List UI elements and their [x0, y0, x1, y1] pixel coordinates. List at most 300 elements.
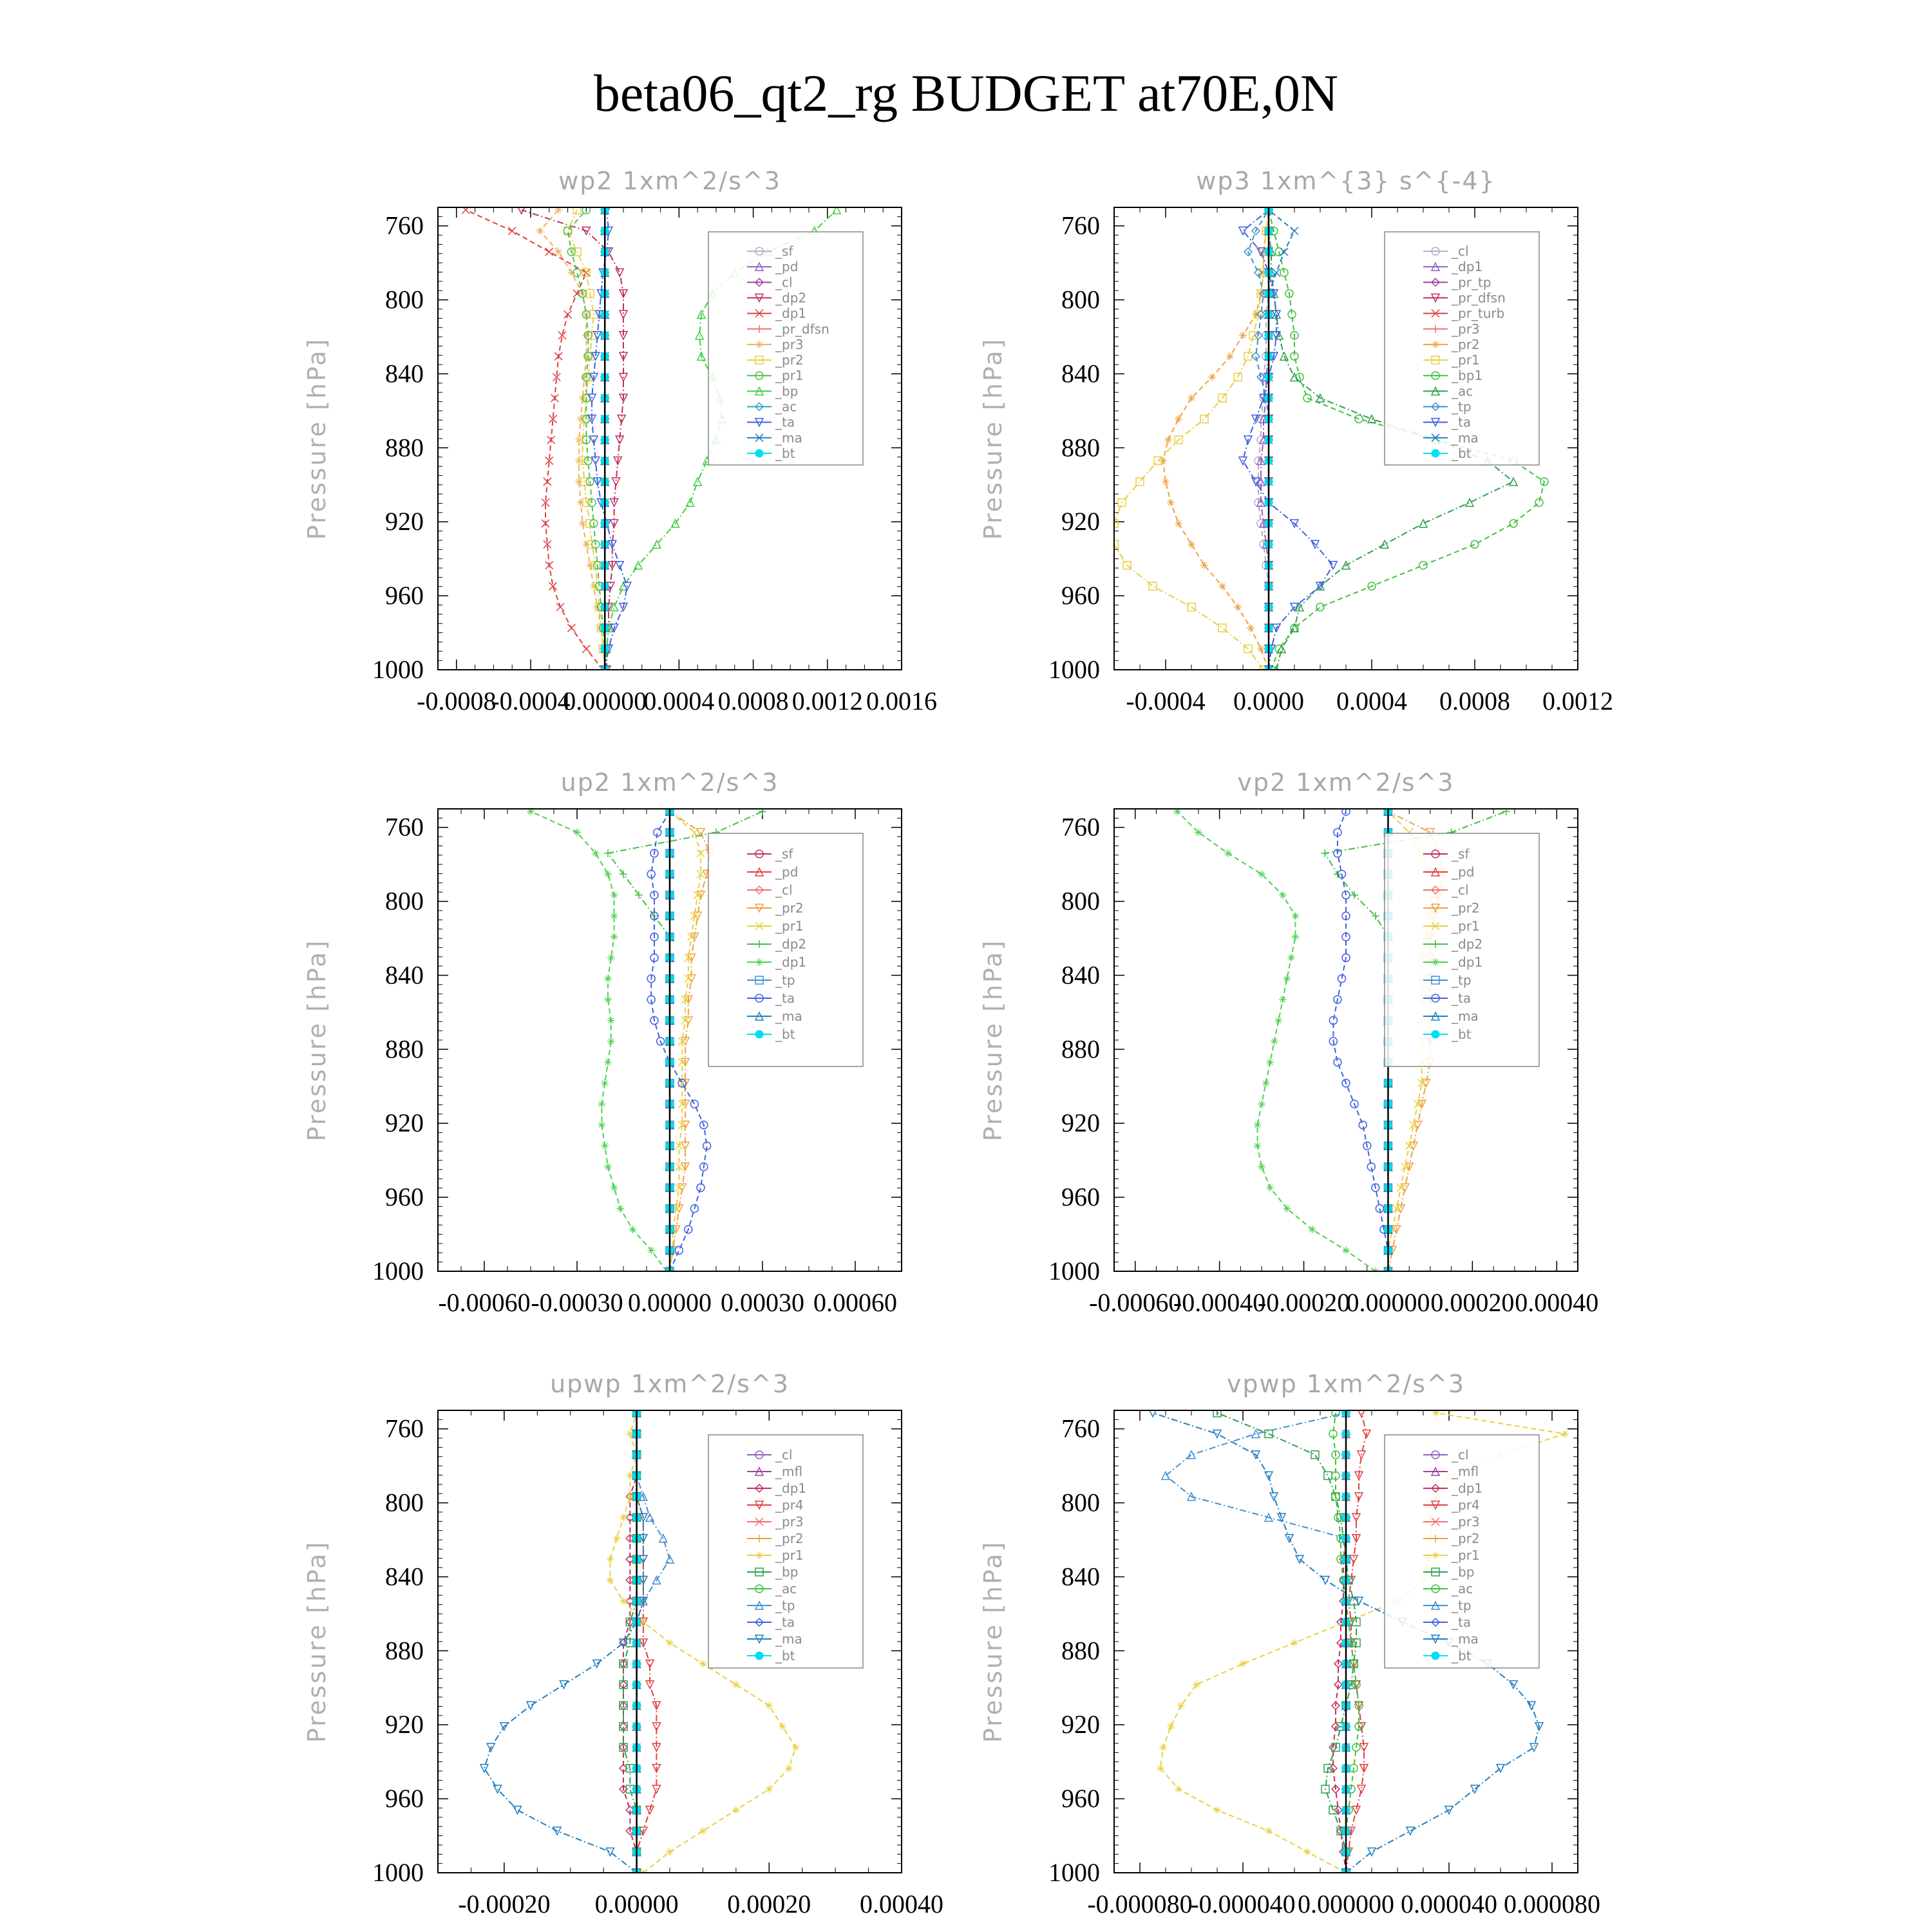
panel-2	[979, 167, 1613, 715]
data-point-bp1	[1316, 603, 1324, 611]
legend-marker	[755, 1652, 763, 1660]
y-tick-label: 800	[1061, 1488, 1100, 1517]
x-tick-label: -0.00040	[1173, 1288, 1266, 1317]
panel-3	[303, 768, 902, 1317]
data-point-ma	[1280, 248, 1288, 256]
legend-label: _tp	[775, 1598, 795, 1613]
data-point-pr2	[1175, 520, 1182, 527]
legend-label: _pr2	[775, 900, 804, 916]
legend	[708, 833, 863, 1066]
y-axis-label: Pressure [hPa]	[303, 938, 331, 1142]
data-point-ta	[690, 1100, 698, 1108]
legend-label: _dp1	[1452, 1481, 1483, 1496]
x-tick-label: 0.00020	[1430, 1288, 1515, 1317]
data-point-dp1	[616, 1205, 624, 1213]
x-tick-label: 0.00020	[727, 1889, 811, 1918]
data-point-ma	[1530, 1743, 1538, 1751]
legend	[708, 1435, 863, 1668]
y-tick-label: 1000	[1048, 1858, 1100, 1887]
data-point-pr1	[699, 1660, 706, 1667]
legend-label: _pr2	[1452, 900, 1480, 916]
y-tick-label: 960	[1061, 1182, 1100, 1212]
data-point-ma	[1291, 227, 1298, 234]
data-point-dp1	[611, 933, 618, 941]
data-point-pr3	[536, 227, 544, 234]
x-tick-label: 0.00030	[721, 1288, 804, 1317]
data-point-pr1	[1239, 1660, 1247, 1667]
data-point-bp1	[1510, 520, 1517, 527]
data-point-ma	[560, 1681, 567, 1689]
data-point-dp1	[1266, 1184, 1274, 1191]
data-point-pr3	[582, 332, 590, 339]
data-point-dp1	[1283, 975, 1291, 983]
series-line-dp1	[531, 811, 667, 1271]
legend-label: _pr3	[775, 1514, 804, 1530]
legend-label: _dp2	[775, 936, 807, 952]
legend-label: _cl	[1452, 1447, 1469, 1463]
legend-label: _ta	[1452, 414, 1472, 430]
legend-label: _cl	[1452, 243, 1469, 260]
legend-label: _bt	[1452, 1648, 1472, 1663]
y-tick-label: 920	[385, 1108, 424, 1138]
data-point-pr1	[690, 828, 698, 836]
data-point-pr1	[606, 1555, 614, 1563]
panel-title: wp3 1xm^{3} s^{-4}	[1196, 167, 1496, 195]
legend-label: _pr1	[775, 1548, 804, 1563]
legend-label: _bp	[1452, 1564, 1475, 1580]
data-point-ma	[513, 1806, 521, 1814]
legend-label: _pr2	[1452, 336, 1480, 352]
data-point-tp	[646, 1513, 654, 1521]
y-tick-label: 960	[385, 1182, 424, 1212]
y-tick-label: 760	[1061, 1414, 1100, 1443]
y-tick-label: 1000	[372, 1256, 424, 1285]
y-tick-label: 960	[385, 581, 424, 611]
x-tick-label: -0.0008	[417, 687, 497, 715]
data-point-dp1	[604, 1163, 612, 1171]
y-axis-label: Pressure [hPa]	[979, 1540, 1007, 1743]
legend-label: _ta	[1452, 990, 1472, 1006]
legend	[708, 232, 863, 465]
y-tick-label: 880	[1061, 1636, 1100, 1665]
data-point-dp1	[1266, 1058, 1274, 1066]
x-tick-label: 0.00000	[594, 1889, 679, 1918]
panel-title: vpwp 1xm^2/s^3	[1226, 1370, 1466, 1398]
data-point-pr1	[699, 1827, 706, 1835]
data-point-dp1	[1258, 1100, 1265, 1108]
data-point-pr3	[577, 498, 585, 506]
data-point-pr1	[1291, 1639, 1298, 1647]
legend-label: _pr2	[1452, 1531, 1480, 1546]
x-tick-label: 0.0000	[1233, 687, 1304, 715]
data-point-dp1	[604, 870, 612, 878]
x-tick-label: -0.00060	[438, 1288, 531, 1317]
data-point-pr3	[575, 478, 583, 486]
y-tick-label: 800	[385, 285, 424, 314]
y-tick-label: 880	[1061, 1034, 1100, 1064]
panel-title: vp2 1xm^2/s^3	[1237, 768, 1455, 797]
legend-label: _pd	[775, 259, 799, 275]
data-point-dp1	[1274, 1017, 1282, 1025]
legend-label: _bp1	[1452, 368, 1483, 384]
legend-marker	[1432, 1030, 1439, 1038]
legend-label: _pr1	[1452, 1548, 1480, 1563]
data-point-pr1	[765, 1701, 773, 1709]
x-tick-label: 0.00000	[628, 1288, 712, 1317]
data-point-dp1	[604, 996, 612, 1003]
y-tick-label: 1000	[1048, 1256, 1100, 1285]
legend-label: _pr1	[1452, 352, 1480, 368]
data-point-dp1	[604, 1058, 612, 1066]
series-line-tp	[1166, 1413, 1346, 1873]
y-axis-label: Pressure [hPa]	[303, 337, 331, 540]
y-tick-label: 840	[1061, 1562, 1100, 1591]
x-tick-label: 0.00040	[860, 1889, 943, 1918]
x-tick-label: 0.0008	[1439, 687, 1510, 715]
legend-label: _bp	[775, 1564, 799, 1580]
legend-label: _cl	[1452, 882, 1469, 898]
x-tick-label: -0.000040	[1190, 1889, 1296, 1918]
data-point-bp1	[1291, 624, 1298, 632]
legend-label: _pr2	[775, 1531, 804, 1546]
data-point-dp1	[1287, 954, 1295, 961]
legend-label: _tp	[1452, 1598, 1472, 1613]
legend-label: _ma	[1452, 1009, 1479, 1024]
y-tick-label: 760	[1061, 211, 1100, 240]
data-point-pr2	[1162, 478, 1170, 486]
figure-title: beta06_qt2_rg BUDGET at70E,0N	[593, 64, 1339, 122]
legend-label: _pd	[1452, 864, 1475, 880]
legend-label: _dp2	[1452, 936, 1483, 952]
legend-label: _pr2	[775, 352, 804, 368]
legend-label: _dp1	[775, 305, 807, 321]
panel-title: wp2 1xm^2/s^3	[558, 167, 781, 195]
legend-label: _mfl	[1452, 1464, 1479, 1479]
data-point-pr1	[1175, 1785, 1182, 1793]
data-point-ac	[1381, 540, 1388, 548]
y-tick-label: 960	[385, 1784, 424, 1814]
legend-label: _sf	[775, 243, 793, 260]
data-point-dp1	[564, 310, 572, 318]
series-line-pr1	[670, 811, 701, 1271]
y-tick-label: 840	[385, 1562, 424, 1591]
x-tick-label: 0.0004	[643, 687, 715, 715]
y-tick-label: 760	[385, 1414, 424, 1443]
data-point-dp1	[601, 1142, 609, 1150]
legend-label: _ta	[775, 990, 795, 1006]
data-point-pr1	[732, 1806, 740, 1814]
legend-label: _ta	[1452, 1615, 1472, 1630]
series-line-pr2	[670, 811, 710, 1271]
legend-label: _dp1	[775, 1481, 807, 1496]
y-tick-label: 920	[385, 1710, 424, 1739]
panel-title: up2 1xm^2/s^3	[560, 768, 779, 797]
data-point-pr1	[1213, 1806, 1221, 1814]
data-point-pr2	[1247, 624, 1255, 632]
legend-label: _sf	[775, 846, 793, 862]
series-line-pr3	[540, 210, 605, 670]
data-point-dp1	[547, 436, 555, 444]
legend-label: _dp1	[1452, 259, 1483, 275]
series-line-ta	[1333, 811, 1388, 1271]
legend-label: _pr4	[1452, 1497, 1480, 1513]
legend-label: _ma	[1452, 1631, 1479, 1647]
x-tick-label: -0.00030	[531, 1288, 623, 1317]
data-point-pr1	[613, 1535, 621, 1542]
x-tick-label: 0.0016	[866, 687, 937, 715]
legend-label: _pr_dfsn	[775, 321, 829, 337]
data-point-dp1	[1254, 1142, 1262, 1150]
data-point-pr2	[1239, 332, 1247, 339]
data-point-pr1	[1159, 1743, 1167, 1751]
data-point-dp2	[1321, 849, 1329, 857]
y-tick-label: 960	[1061, 1784, 1100, 1814]
data-point-dp1	[582, 645, 590, 653]
y-tick-label: 800	[385, 1488, 424, 1517]
data-point-bp1	[1280, 269, 1288, 276]
legend-label: _pr1	[775, 918, 804, 934]
y-tick-label: 920	[1061, 1710, 1100, 1739]
data-point-pr1	[1303, 1848, 1311, 1856]
data-point-pr1	[1561, 1430, 1569, 1437]
data-point-pr1	[1244, 352, 1252, 360]
data-point-dp1	[1291, 933, 1299, 941]
y-tick-label: 840	[385, 359, 424, 388]
y-axis-label: Pressure [hPa]	[303, 1540, 331, 1743]
data-point-ac	[1510, 478, 1517, 486]
data-point-dp1	[598, 1121, 605, 1129]
x-tick-label: -0.000080	[1087, 1889, 1193, 1918]
panel-6	[979, 1370, 1600, 1918]
data-point-dp1	[1342, 1247, 1350, 1255]
data-point-ma	[1406, 1827, 1414, 1835]
data-point-pr1	[620, 1513, 627, 1521]
legend	[1385, 833, 1539, 1066]
data-point-ma	[1355, 1597, 1363, 1605]
data-point-dp1	[1258, 1163, 1265, 1171]
data-point-ta	[697, 1184, 705, 1191]
legend-label: _pr1	[775, 368, 804, 384]
legend-label: _ta	[775, 1615, 795, 1630]
legend-label: _dp1	[775, 954, 807, 970]
legend-label: _tp	[1452, 972, 1472, 988]
data-point-dp1	[629, 1226, 636, 1233]
data-point-ac	[1419, 520, 1427, 527]
legend-label: _dp2	[775, 290, 807, 306]
y-axis-label: Pressure [hPa]	[979, 337, 1007, 540]
data-point-pr1	[779, 1723, 786, 1730]
legend-label: _cl	[775, 1447, 793, 1463]
legend-marker	[755, 1030, 763, 1038]
x-tick-label: 0.000040	[1401, 1889, 1497, 1918]
data-point-dp1	[601, 1079, 609, 1087]
data-point-bp1	[1471, 540, 1479, 548]
legend-label: _bt	[775, 1027, 795, 1042]
legend	[1385, 232, 1539, 465]
y-tick-label: 800	[385, 886, 424, 916]
data-point-ma	[527, 1701, 535, 1709]
legend-label: _ac	[775, 399, 797, 415]
series-line-pr1	[1114, 210, 1269, 670]
x-tick-label: 0.00000	[1346, 1288, 1430, 1317]
data-point-dp1	[611, 891, 618, 899]
legend-label: _mfl	[775, 1464, 803, 1479]
data-point-pr1	[732, 1681, 740, 1689]
y-tick-label: 1000	[1048, 655, 1100, 684]
panel-4	[979, 768, 1598, 1317]
y-tick-label: 760	[385, 812, 424, 842]
x-tick-label: -0.0004	[491, 687, 571, 715]
legend-label: _pr_dfsn	[1452, 290, 1506, 306]
y-tick-label: 880	[385, 1034, 424, 1064]
data-point-pr1	[606, 1577, 614, 1584]
x-tick-label: 0.0012	[791, 687, 863, 715]
x-tick-label: 0.0004	[1336, 687, 1407, 715]
legend-marker	[755, 450, 763, 457]
legend-label: _bt	[1452, 1027, 1472, 1042]
series-line-bp	[1217, 1413, 1356, 1873]
legend-label: _bt	[775, 1648, 795, 1663]
legend-label: _tp	[1452, 399, 1472, 415]
y-tick-label: 880	[385, 433, 424, 462]
y-tick-label: 920	[1061, 1108, 1100, 1138]
y-tick-label: 800	[1061, 285, 1100, 314]
x-tick-label: 0.0012	[1542, 687, 1613, 715]
x-tick-label: -0.00020	[458, 1889, 551, 1918]
data-point-pr2	[1175, 415, 1182, 423]
legend-label: _pr_tp	[1452, 274, 1492, 290]
data-point-dp1	[607, 1037, 615, 1045]
legend-label: _dp1	[1452, 954, 1483, 970]
panel-1	[303, 167, 937, 715]
data-point-pr2	[1188, 540, 1195, 548]
data-point-dp1	[556, 603, 564, 611]
legend-label: _ma	[775, 1631, 802, 1647]
x-tick-label: -0.00060	[1089, 1288, 1182, 1317]
data-point-bp1	[1535, 498, 1543, 506]
data-point-pr3	[586, 562, 594, 569]
y-tick-label: 800	[1061, 886, 1100, 916]
legend-marker	[1432, 1652, 1439, 1660]
legend-marker	[1432, 450, 1439, 457]
x-tick-label: 0.000000	[1298, 1889, 1394, 1918]
x-tick-label: 0.00040	[1515, 1288, 1599, 1317]
panel-title: upwp 1xm^2/s^3	[550, 1370, 790, 1398]
data-point-dp1	[545, 248, 553, 256]
data-point-dp1	[567, 624, 575, 632]
legend-label: _pr4	[775, 1497, 804, 1513]
data-point-dp1	[554, 352, 562, 360]
data-point-bp1	[1303, 394, 1311, 402]
data-point-dp1	[1279, 891, 1287, 899]
data-point-dp1	[1279, 996, 1287, 1003]
y-tick-label: 760	[1061, 812, 1100, 842]
data-point-dp1	[1291, 912, 1299, 920]
x-tick-label: 0.0008	[717, 687, 789, 715]
y-tick-label: 1000	[372, 655, 424, 684]
data-point-dp1	[551, 394, 558, 402]
data-point-pr1	[1265, 1827, 1273, 1835]
legend-label: _ma	[775, 1009, 802, 1024]
data-point-dp1	[1224, 849, 1232, 857]
data-point-pr2	[1234, 603, 1242, 611]
legend-label: _tp	[775, 972, 795, 988]
data-point-ta	[675, 1247, 683, 1255]
data-point-dp1	[607, 954, 615, 961]
legend-label: _bp	[775, 383, 799, 399]
data-point-dp1	[1262, 1079, 1270, 1087]
x-tick-label: -0.0004	[1126, 687, 1206, 715]
y-axis-label: Pressure [hPa]	[979, 938, 1007, 1142]
data-point-pr2	[1257, 645, 1265, 653]
data-point-bp	[1324, 1472, 1332, 1479]
y-tick-label: 920	[1061, 507, 1100, 536]
data-point-pr2	[1164, 436, 1172, 444]
data-point-pr4	[1358, 1785, 1365, 1793]
legend-label: _pr3	[775, 336, 804, 352]
data-point-dp1	[1271, 1037, 1278, 1045]
data-point-dp1	[508, 227, 516, 234]
series-line-ta	[1243, 210, 1333, 670]
data-point-dp1	[607, 1017, 615, 1025]
y-tick-label: 840	[385, 960, 424, 990]
data-point-dp1	[604, 975, 612, 983]
y-tick-label: 760	[385, 211, 424, 240]
legend	[1385, 1435, 1539, 1668]
data-point-dp1	[598, 1100, 605, 1108]
x-tick-label: 0.00000	[563, 687, 647, 715]
legend-label: _ac	[1452, 383, 1473, 399]
data-point-dp1	[611, 912, 618, 920]
x-tick-label: 0.000080	[1504, 1889, 1600, 1918]
data-point-pr3	[582, 540, 590, 548]
legend-label: _pr_turb	[1452, 305, 1505, 321]
data-point-pr3	[579, 520, 587, 527]
data-point-dp1	[611, 1184, 618, 1191]
y-tick-label: 960	[1061, 581, 1100, 611]
data-point-pr1	[697, 849, 705, 857]
data-point-ma	[480, 1765, 488, 1772]
y-tick-label: 840	[1061, 359, 1100, 388]
data-point-ac	[1466, 498, 1473, 506]
data-point-pr2	[1208, 374, 1216, 381]
legend-label: _ta	[775, 414, 795, 430]
legend-label: _pr3	[1452, 321, 1480, 337]
y-tick-label: 840	[1061, 960, 1100, 990]
legend-label: _ac	[1452, 1581, 1473, 1596]
y-tick-label: 920	[385, 507, 424, 536]
data-point-pr1	[1167, 1723, 1175, 1730]
x-tick-label: -0.00020	[1257, 1288, 1350, 1317]
legend-label: _ma	[775, 430, 802, 446]
x-tick-label: 0.00060	[813, 1288, 897, 1317]
data-point-pr1	[791, 1743, 799, 1751]
legend-label: _bt	[1452, 445, 1472, 461]
legend-label: _cl	[775, 882, 793, 898]
y-tick-label: 880	[385, 1636, 424, 1665]
panel-5	[303, 1370, 943, 1918]
data-point-bp	[1311, 1451, 1319, 1459]
data-point-pr2	[1167, 498, 1175, 506]
legend-label: _pd	[775, 864, 799, 880]
legend-label: _cl	[775, 274, 793, 290]
y-tick-label: 880	[1061, 433, 1100, 462]
legend-label: _pr3	[1452, 1514, 1480, 1530]
legend-label: _ma	[1452, 430, 1479, 446]
legend-label: _ac	[775, 1581, 797, 1596]
legend-label: _pr1	[1452, 918, 1480, 934]
y-tick-label: 1000	[372, 1858, 424, 1887]
